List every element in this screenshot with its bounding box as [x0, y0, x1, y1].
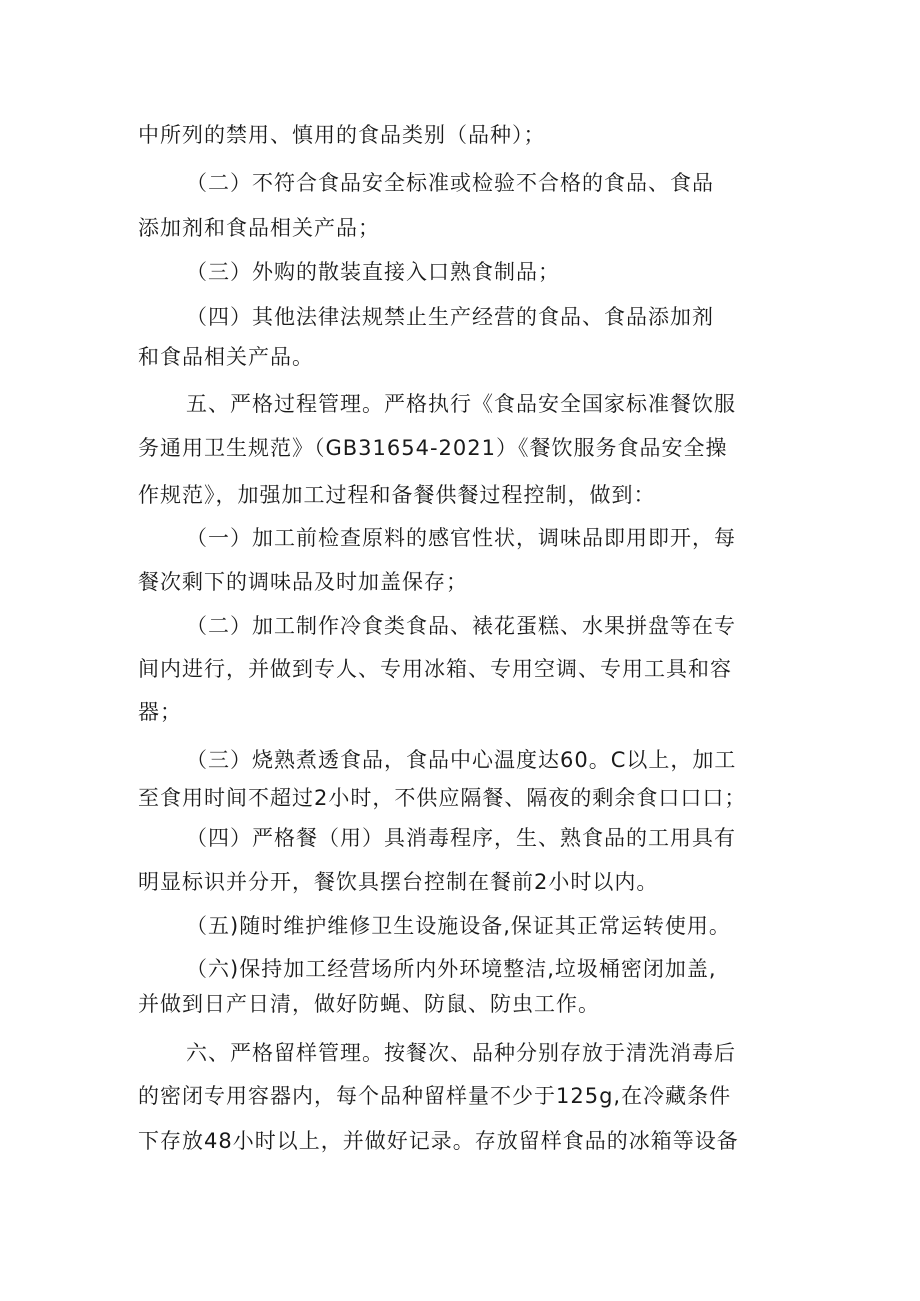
text-line: 间内进行，并做到专人、专用冰箱、专用空调、专用工具和容	[138, 657, 732, 681]
text-line: （四）严格餐（用）具消毒程序，生、熟食品的工用具有	[186, 826, 736, 850]
text-line: 五、严格过程管理。严格执行《食品安全国家标准餐饮服	[186, 392, 736, 416]
text-line: （三）烧熟煮透食品，食品中心温度达60。C以上，加工	[186, 748, 737, 772]
text-line: 六、严格留样管理。按餐次、品种分别存放于清洗消毒后	[186, 1041, 736, 1065]
text-line: 器；	[138, 700, 182, 724]
text-line: 的密闭专用容器内，每个品种留样量不少于125g,在冷藏条件	[138, 1084, 732, 1108]
text-line: （二）不符合食品安全标准或检验不合格的食品、食品	[186, 171, 714, 195]
text-line: （四）其他法律法规禁止生产经营的食品、食品添加剂	[186, 305, 714, 329]
text-line: 下存放48小时以上，并做好记录。存放留样食品的冰箱等设备	[138, 1129, 739, 1153]
text-line: （六)保持加工经营场所内外环境整洁,垃圾桶密闭加盖,	[186, 957, 717, 981]
text-line: 作规范》，加强加工过程和备餐供餐过程控制，做到：	[138, 483, 656, 507]
text-line: （三）外购的散装直接入口熟食制品；	[186, 260, 560, 284]
text-line: 务通用卫生规范》（GB31654-2021）《餐饮服务食品安全操	[138, 436, 728, 460]
text-line: （二）加工制作冷食类食品、裱花蛋糕、水果拼盘等在专	[186, 614, 736, 638]
text-line: 和食品相关产品。	[138, 345, 314, 369]
text-line: （五)随时维护维修卫生设施设备,保证其正常运转使用。	[186, 914, 731, 938]
text-line: 餐次剩下的调味品及时加盖保存；	[138, 570, 468, 594]
text-line: 添加剂和食品相关产品；	[138, 216, 380, 240]
text-line: 至食用时间不超过2小时，不供应隔餐、隔夜的剩余食口口口；	[138, 786, 747, 810]
text-line: 中所列的禁用、慎用的食品类别（品种）；	[138, 123, 546, 147]
text-line: 明显标识并分开，餐饮具摆台控制在餐前2小时以内。	[138, 870, 659, 894]
text-line: 并做到日产日清，做好防蝇、防鼠、防虫工作。	[138, 992, 600, 1016]
text-line: （一）加工前检查原料的感官性状，调味品即用即开，每	[186, 526, 736, 550]
